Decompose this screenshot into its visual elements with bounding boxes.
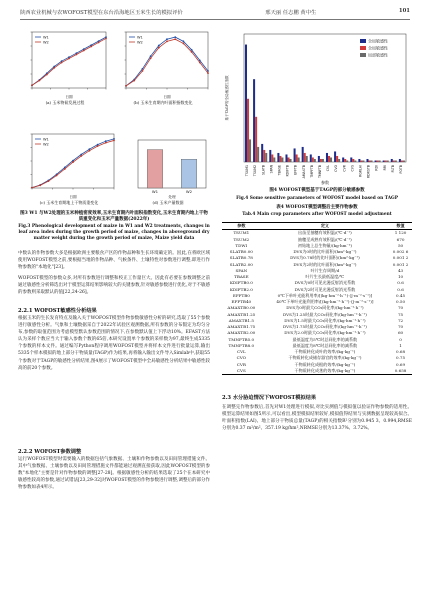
cell-param: TMNFTB5.0 — [228, 336, 255, 342]
col-header-def: 定义 — [261, 223, 389, 230]
running-authors: 邢天丽 任志鹏 黄中生 — [265, 10, 317, 16]
cell-param: AMAXTB0.00 — [227, 305, 256, 311]
legend-swatch — [360, 39, 366, 43]
table-header-row — [222, 223, 412, 230]
cell-value: 0.001 2 — [392, 255, 409, 261]
x-tick-label: SLATB — [261, 165, 266, 175]
cell-definition: DVS为0时的比叶面积/(hm²·kg⁻¹) — [293, 249, 357, 254]
table-row — [222, 230, 412, 237]
data-point — [199, 62, 201, 64]
bar — [249, 139, 251, 162]
bar — [147, 150, 162, 188]
bar — [314, 159, 316, 162]
data-point — [89, 150, 91, 152]
bar — [296, 154, 298, 162]
bar — [371, 160, 373, 162]
bar — [281, 157, 283, 162]
bar — [253, 79, 255, 162]
fig3-caption-en: Fig.3 Phenological development of maize in W1 and W2 treatments, changes in leaf area index during the growth period of maize, changes in aboveground dry matter weight during the growth period of maize, Maize yield data — [18, 224, 210, 242]
data-point — [142, 70, 144, 72]
bar — [350, 157, 352, 162]
cell-value: 60 — [397, 330, 404, 336]
fig3b-plot — [114, 28, 212, 100]
legend-label: W2 — [137, 40, 143, 45]
cell-value: 0.69 — [396, 361, 406, 367]
fig4 — [222, 28, 412, 186]
bar — [277, 153, 279, 162]
cell-value: 0.002 6 — [392, 249, 409, 254]
legend-swatch — [360, 53, 366, 57]
x-tick-label: TBASE — [277, 165, 282, 176]
cell-param: SLATB2.00 — [229, 261, 253, 267]
cell-param: EFFTB40 — [231, 299, 252, 304]
bar — [285, 154, 287, 162]
fig3-caption-zh: 图3 W1 与W2处理的玉米种植密度效率,玉米生育期内叶面积指数变化,玉米生育期内地上干物质重变化和玉米产量数据(2022年) — [20, 211, 208, 223]
data-point — [150, 57, 152, 59]
data-point — [183, 40, 185, 42]
cell-definition: DVS为2时可见光漫反射消光系数 — [294, 286, 356, 292]
x-tick-label: CVL — [326, 165, 331, 172]
data-point — [174, 36, 176, 38]
bar — [287, 157, 289, 162]
cell-definition: DVS为0时最大CO₂同化率/(kg·hm⁻²·h⁻¹) — [286, 305, 364, 311]
para-1: 中数认的作物参数大多是根据欧洲主要粮食产区的作物品种和生长环境确定的。因此,在将欧区域使用WOFOST模型之前,要根据当地的作物品种、气候条件、土壤特性对参数进行调整,即进行作物参数的"本地化"[23]。 — [18, 251, 210, 271]
data-point — [46, 74, 48, 76]
fig3b-label: (b) 玉米生育期内叶面积指数变化 — [133, 100, 193, 105]
bar — [269, 150, 271, 162]
data-point — [174, 38, 176, 40]
cell-definition: DVS为0.78时的比叶面积/(hm²·kg⁻¹) — [290, 255, 360, 261]
bar — [265, 153, 267, 162]
data-point — [125, 85, 127, 87]
cell-value: 670 — [396, 236, 405, 242]
bar — [255, 117, 257, 162]
data-point — [113, 140, 115, 142]
bar — [334, 151, 336, 162]
bar — [354, 160, 356, 162]
bar — [379, 160, 381, 162]
cell-definition: 最低温度为8℃时总同化率的减系数 — [292, 342, 358, 348]
data-point — [39, 80, 41, 82]
cell-param: AMAXTB2.00 — [227, 330, 256, 336]
x-tick-label: RRI — [382, 165, 387, 171]
bar — [298, 157, 300, 162]
data-point — [166, 40, 168, 42]
cell-param: AMAXTB1.5 — [228, 317, 254, 323]
bar — [330, 157, 332, 162]
cell-value: 1 — [399, 342, 402, 348]
legend-label: 全局敏感性 — [368, 45, 388, 51]
cell-param: CVL — [236, 349, 246, 354]
cell-param: EFFTB0 — [232, 292, 250, 298]
bar — [393, 160, 395, 162]
bar — [320, 159, 322, 162]
cell-param: SPAN — [235, 267, 248, 273]
bar — [385, 160, 387, 162]
x-axis-label: 处理 — [168, 195, 176, 199]
data-point — [90, 46, 92, 48]
para-3: 根据玉米的生长发育特点及输入关于WOFOST模型作物参数敏感性分析的研究,选取了55个参数进行敏感性分析。气象和土壤数据采自于2022年试验区观测数据,所有参数的分布假定为均匀分布,参数的取值范围为考虑模型默认参数范围的情况下,在参数默认值上下浮动10%。EFAST方法认为采样个数应当大于输入参数个数的65倍,本研究设置单个参数的采样数为97,最终生成5335个参数的样本文件。通过编写Python程序调用WOFOST模型并将样本文件进行批量运算,输出5335个样本模拟的地上部分干物质量(TAGP)作为结果,再将输入输出文件导入Simlab中,获取55个参数对于TAGP的敏感性分析结果,图4展示了WOFOST模型中全局敏感性分析结果中敏感性较高的前20个参数。 — [18, 316, 210, 371]
cell-definition: 40℃下单叶光能利用率/[(kg·hm⁻²·h⁻¹)·(J·m⁻²·s⁻¹)] — [276, 299, 374, 304]
bar — [304, 153, 306, 162]
table-row — [222, 368, 412, 375]
data-point — [61, 62, 63, 64]
data-point — [150, 55, 152, 57]
x-tick-label: TMNFTB — [317, 165, 322, 178]
bar — [261, 144, 263, 162]
cell-definition: 最低温度为5℃时总同化率的减系数 — [292, 336, 358, 342]
cell-definition: 初始地上总生物量/(kg·hm⁻²) — [297, 242, 352, 248]
cell-definition: 叶片生存周期/d — [310, 267, 340, 273]
x-tick-label: CVS — [350, 165, 355, 172]
cell-value: 0.50 — [396, 299, 406, 304]
bar — [271, 154, 273, 162]
series-line-2 — [126, 39, 208, 86]
legend-label: W1 — [137, 35, 143, 40]
data-point — [48, 180, 50, 182]
bar — [342, 157, 344, 162]
section-2-3: 2.3 水分胁迫情况下WOFOST模拟结果 — [222, 395, 317, 401]
legend-swatch — [360, 46, 366, 50]
section-2-2-2: 2.2.2 WOFOST参数调整 — [18, 449, 82, 455]
cell-value: 0.001 2 — [392, 261, 409, 267]
cell-value: 0 — [399, 336, 402, 342]
legend-label: 全局敏感性 — [368, 38, 388, 44]
bar — [387, 160, 389, 162]
fig3a-label: (a) 玉米物候发展过程 — [45, 100, 85, 105]
legend-label: 局部敏感性 — [368, 52, 388, 58]
x-axis-label: 日期 — [69, 195, 77, 199]
fig4-plot — [222, 28, 412, 186]
legend-label: W2 — [43, 40, 49, 45]
fig3-panel-d — [124, 134, 212, 210]
data-point — [191, 51, 193, 53]
data-point — [105, 38, 107, 40]
bar — [294, 148, 296, 162]
page-header — [20, 8, 410, 20]
table4 — [222, 222, 412, 375]
cell-value: 0.6 — [397, 280, 404, 286]
legend-label: W1 — [43, 137, 49, 142]
cell-value: 70 — [397, 305, 404, 311]
bar — [290, 159, 292, 162]
section-2-2-1: 2.2.1 WOFOST敏感性分析结果 — [18, 308, 97, 314]
bar — [403, 160, 405, 162]
series-line-2 — [32, 140, 114, 187]
cell-param: KDIFTB0.0 — [229, 280, 253, 286]
x-tick-label: EFFTB — [293, 165, 298, 175]
fig3-panel-c — [20, 130, 118, 210]
data-point — [31, 84, 33, 86]
bar — [279, 156, 281, 162]
table4-grid — [222, 222, 412, 375]
cell-value: 70 — [397, 324, 404, 329]
bar — [318, 156, 320, 162]
cell-param: CVR — [236, 361, 246, 367]
x-tick-label: W2 — [185, 189, 193, 194]
data-point — [83, 50, 85, 52]
cell-param: CVO — [236, 355, 247, 361]
bar — [344, 159, 346, 162]
para-4: 运行WOFOST模型时需要输入的数据包括气象数据、土壤和作物参数以及田间管理措施文件。其中气象数据、土壤参数以及田间管理措施文件都能通过观测直接获取,因此WOFOST模型的参数"本地化"主要是针对作物参数的调整[27-28]。根据敏感性分析的结果选取了25个在本研究中敏感性较高的参数,通过试错法[23,29-32]对WOFOST模型的作物参数进行调整,调整后的部分作物参数如表4所示。 — [18, 457, 210, 491]
cell-definition: DVS为2.0时最大CO₂同化率/(kg·hm⁻²·h⁻¹) — [284, 330, 366, 336]
fig3c-plot — [20, 130, 118, 200]
data-point — [207, 70, 209, 72]
fig3-panel-a — [20, 28, 110, 110]
x-tick-label: TSUM2 — [253, 165, 258, 177]
col-header-param: 参数 — [222, 223, 261, 230]
bar — [399, 159, 401, 162]
bar — [257, 147, 259, 162]
bar — [358, 159, 360, 162]
x-axis-label: 日期 — [65, 95, 73, 99]
x-axis-label: 参数 — [321, 180, 329, 185]
bar — [338, 159, 340, 162]
cell-param: KDIFTB2.0 — [229, 286, 253, 292]
cell-definition: 干物质转化成储存器官的效率/(kg·kg⁻¹) — [288, 355, 362, 361]
cell-value: 0.658 — [389, 368, 412, 375]
bar — [395, 160, 397, 162]
cell-value: 75 — [397, 311, 404, 317]
cell-param: AMAXTB1.25 — [227, 311, 256, 317]
running-title: 陕西农业机械与农WOFOST模型在东台沿海地区玉米生长的模拟评价 — [20, 10, 183, 16]
cell-value: 1 120 — [394, 230, 407, 236]
bar — [360, 160, 362, 162]
fig4-caption-zh: 图4 WOFOST模型基于TAGP的部分敏感参数 — [269, 188, 365, 193]
cell-definition: DVS为1.75时最大CO₂同化率/(kg·hm⁻²·h⁻¹) — [282, 324, 367, 329]
cell-definition: DVS为0时可见光漫反射消光系数 — [294, 280, 356, 286]
bar — [368, 160, 370, 162]
cell-value: 0.6 — [397, 286, 404, 292]
fig4-caption-en: Fig.4 Some sensitive parameters of WOFOST model based on TAGP — [236, 196, 398, 201]
data-point — [98, 42, 100, 44]
cell-value: 43 — [397, 267, 404, 273]
cell-param: TSUM2 — [233, 236, 250, 242]
cell-value: 10 — [397, 274, 404, 279]
bar — [273, 157, 275, 162]
data-point — [80, 155, 82, 157]
bar — [362, 160, 364, 162]
bar — [181, 159, 196, 188]
data-point — [76, 54, 78, 56]
col-header-value: 数值 — [389, 223, 412, 230]
cell-definition: DVS为2时的比叶面积/(hm²·kg⁻¹) — [293, 261, 357, 267]
cell-definition: 0℃下单叶光能利用率/[(kg·hm⁻²·h⁻¹)·(J·m⁻²·s⁻¹)] — [277, 292, 373, 298]
bar — [247, 99, 249, 162]
fig3c-label: (c) 玉米生育期地上干物质重变化 — [39, 200, 99, 205]
cell-value: 72 — [397, 317, 404, 323]
data-point — [183, 43, 185, 45]
bar — [306, 156, 308, 162]
data-point — [97, 145, 99, 147]
bar — [302, 147, 304, 162]
x-tick-label: RDI — [374, 165, 379, 171]
x-tick-label: RDRSTB — [366, 165, 371, 179]
x-tick-label: FOTB — [398, 165, 403, 174]
data-point — [64, 168, 66, 170]
x-tick-label: FLTB — [390, 165, 395, 173]
bar — [401, 160, 403, 162]
para-2: WOFOST模型的参数众多,对所有参数进行调整和校正工作量巨大。因此有必要在参数调整之前通过敏感性分析筛选出对于模型运算结果影响较大的关键参数,针对敏感参数进行优化,对于不敏感的参数则采取默认的值[22,24-26]。 — [18, 276, 210, 296]
table4-title-zh: 表4 WOFOST模型调整后主要作物参数 — [276, 205, 358, 210]
x-tick-label: RGRLAI — [358, 165, 363, 177]
legend-label: W1 — [43, 35, 49, 40]
data-point — [158, 47, 160, 49]
cell-param: TDWI — [235, 242, 248, 248]
cell-definition: 叶片生长最低温度/℃ — [305, 274, 345, 279]
cell-definition: DVS为1.25时最大CO₂同化率/(kg·hm⁻²·h⁻¹) — [282, 311, 367, 317]
bar — [346, 160, 348, 162]
cell-param: SLATB0.78 — [229, 255, 253, 261]
data-point — [166, 38, 168, 40]
x-tick-label: CVR — [342, 165, 347, 172]
data-point — [39, 184, 41, 186]
x-tick-label: W1 — [151, 189, 159, 194]
x-tick-label: CVO — [334, 165, 339, 172]
bar — [310, 154, 312, 162]
bar — [383, 160, 385, 162]
fig3a-plot — [20, 28, 110, 100]
bar — [312, 157, 314, 162]
cell-param: CVS — [222, 368, 261, 375]
cell-definition: 干物质转化成根的效率/(kg·kg⁻¹) — [294, 361, 356, 367]
y-axis-label: 基于TAGP的全局敏感性指数 — [225, 75, 229, 121]
series-line-1 — [126, 37, 208, 86]
x-tick-label: TSUM1 — [245, 165, 250, 177]
legend-label: W2 — [43, 142, 49, 147]
x-tick-label: KDIFTB — [285, 165, 290, 177]
fig3d-plot — [124, 134, 212, 200]
data-point — [191, 49, 193, 51]
bar — [366, 159, 368, 162]
fig3-panel-b — [114, 28, 212, 110]
cell-value: 50 — [397, 242, 404, 248]
data-point — [207, 72, 209, 74]
x-tick-label: SPAN — [269, 165, 274, 174]
data-point — [53, 67, 55, 69]
x-axis-label: 日期 — [163, 95, 171, 99]
bar — [328, 156, 330, 162]
bar — [377, 160, 379, 162]
cell-param: AMAXTB1.75 — [227, 324, 256, 329]
cell-definition: 抽穗至成熟有效积温/(℃·d⁻¹) — [298, 236, 352, 242]
bar — [322, 159, 324, 162]
cell-definition: DVS为1.5时最大CO₂同化率/(kg·hm⁻²·h⁻¹) — [284, 317, 366, 323]
bar — [375, 160, 377, 162]
page-number: 101 — [398, 8, 410, 14]
cell-value: 0.75 — [396, 355, 406, 361]
cell-value: 0.45 — [396, 292, 406, 298]
bar — [263, 150, 265, 162]
bar — [352, 159, 354, 162]
x-tick-label: TMPFTB — [309, 165, 314, 178]
cell-definition: 出苗至抽穗有效积温/(℃·d⁻¹) — [298, 230, 352, 236]
fig3d-label: (d) 玉米产量数据 — [152, 200, 184, 205]
cell-definition: 干物质转化成茎的效率/(kg·kg⁻¹) — [261, 368, 389, 375]
data-point — [133, 80, 135, 82]
cell-value: 0.68 — [396, 349, 406, 354]
data-point — [68, 58, 70, 60]
cell-param: TBASE — [234, 274, 249, 279]
data-point — [158, 45, 160, 47]
cell-param: TSUM1 — [233, 230, 250, 236]
data-point — [56, 175, 58, 177]
cell-definition: 干物质转化成叶的效率/(kg·kg⁻¹) — [294, 349, 356, 354]
bar — [245, 45, 247, 162]
bar — [326, 153, 328, 162]
cell-param: SLATB0.00 — [229, 249, 253, 254]
data-point — [105, 142, 107, 144]
cell-param: TMNFTB8.0 — [228, 342, 255, 348]
bar — [391, 159, 393, 162]
bar — [336, 156, 338, 162]
para-5: 在调整完作物参数后,首先对W1处理进行模拟,对比实测值与模拟值以验证作物参数的适用性。模型运算结果如图5所示,可以看出,模型模拟结果较好,模拟值得结果与实测数据呈现较高拟合。叶面积指数(LAI)、地上部分干物质总量(TAGP)的相关指数R²分别为0.945 3、0.994,RMSE分别为0.37 m²/m²、357.19 kg/hm²,NRMSE分别为13.37%、3.72%。 — [222, 405, 412, 432]
series-line-2 — [32, 38, 106, 85]
table4-title-en: Tab.4 Main crop parameters after WOFOST model adjustment — [242, 212, 392, 217]
data-point — [199, 60, 201, 62]
x-tick-label: AMAXTB — [301, 165, 306, 179]
data-point — [72, 161, 74, 163]
